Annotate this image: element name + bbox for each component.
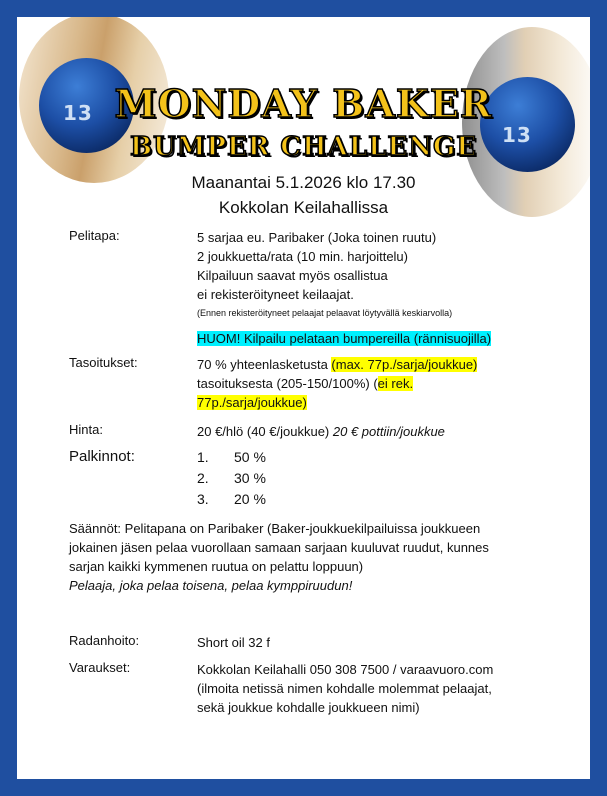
- pelitapa-value: [197, 228, 577, 348]
- ball-number: 13: [502, 123, 532, 147]
- prize-share: 20 %: [234, 491, 266, 507]
- title-line-2: BUMPER CHALLENGE: [129, 132, 478, 162]
- prize-rank: 1.: [197, 449, 209, 465]
- prize-item: [197, 470, 266, 486]
- tasoitukset-label: Tasoitukset:: [69, 355, 138, 370]
- pelitapa-line-3: Kilpailuun saavat myös osallistua: [197, 268, 388, 283]
- prize-item: [197, 449, 266, 465]
- varaukset-label: Varaukset:: [69, 660, 131, 675]
- ball-number: 13: [63, 101, 93, 125]
- pelitapa-note: (Ennen rekisteröityneet pelaajat pelaavat löytyvällä keskiarvolla): [197, 308, 453, 318]
- saannot-line: jokainen jäsen pelaa vuorollaan samaan sarjaan kuuluvat ruudut, kunnes: [69, 540, 489, 555]
- tasoitukset-text: 70 % yhteenlasketusta: [197, 357, 332, 372]
- title-line-1: MONDAY BAKER: [114, 81, 493, 126]
- hinta-label: Hinta:: [69, 422, 103, 437]
- hinta-price: 20 €/hlö (40 €/joukkue): [197, 424, 333, 439]
- radanhoito-label: Radanhoito:: [69, 633, 140, 648]
- saannot-paragraph: [69, 519, 569, 595]
- prize-share: 50 %: [234, 449, 266, 465]
- saannot-line: sarjan kaikki kymmenen ruutua on pelattu loppuun): [69, 559, 364, 574]
- prize-rank: 3.: [197, 491, 209, 507]
- prize-share: 30 %: [234, 470, 266, 486]
- hinta-value: [197, 422, 577, 441]
- tasoitukset-max-highlight: (max. 77p./sarja/joukkue): [331, 357, 478, 372]
- varaukset-contact: Kokkolan Keilahalli 050 308 7500 / varaavuoro.com: [197, 662, 494, 677]
- event-date: Maanantai 5.1.2026 klo 17.30: [191, 173, 416, 192]
- radanhoito-value: Short oil 32 f: [197, 635, 270, 650]
- saannot-rule-note: Pelaaja, joka pelaa toisena, pelaa kymppiruudun!: [69, 578, 353, 593]
- varaukset-value: [197, 660, 577, 717]
- tasoitukset-eirek-highlight: ei rek.: [377, 376, 414, 391]
- pelitapa-line-2: 2 joukkuetta/rata (10 min. harjoittelu): [197, 249, 408, 264]
- pelitapa-line-4: ei rekisteröityneet keilaajat.: [197, 287, 354, 302]
- event-venue: Kokkolan Keilahallissa: [218, 198, 389, 217]
- tasoitukset-eirek-highlight-2: 77p./sarja/joukkue): [197, 395, 307, 410]
- palkinnot-label: Palkinnot:: [69, 448, 135, 465]
- varaukset-note-2: sekä joukkue kohdalle joukkueen nimi): [197, 700, 420, 715]
- poster: [17, 17, 590, 779]
- pelitapa-line-1: 5 sarjaa eu. Paribaker (Joka toinen ruutu): [197, 230, 437, 245]
- tasoitukset-value: [197, 355, 577, 412]
- saannot-line: Säännöt: Pelitapana on Paribaker (Baker-joukkuekilpailuissa joukkueen: [69, 521, 481, 536]
- tasoitukset-text-2: tasoituksesta (205-150/100%) (: [197, 376, 378, 391]
- varaukset-note: (ilmoita netissä nimen kohdalle molemmat pelaajat,: [197, 681, 492, 696]
- huom-notice: HUOM! Kilpailu pelataan bumpereilla (rännisuojilla): [197, 331, 492, 346]
- hinta-pot: 20 € pottiin/joukkue: [332, 424, 445, 439]
- prize-item: [197, 491, 266, 507]
- prize-rank: 2.: [197, 470, 209, 486]
- pelitapa-label: Pelitapa:: [69, 228, 120, 243]
